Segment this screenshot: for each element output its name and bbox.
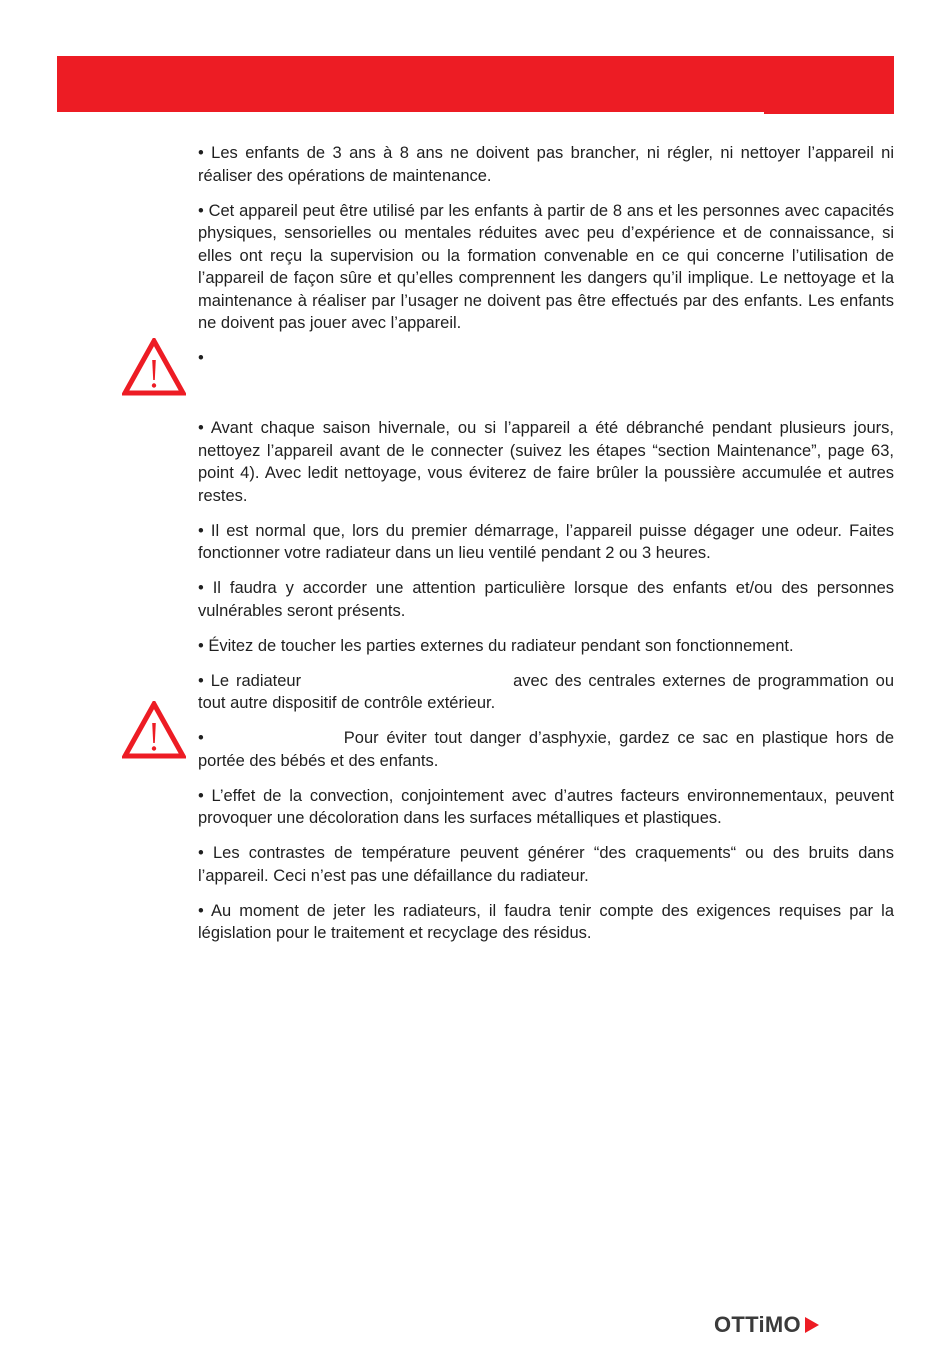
paragraph-cracking-noise: • Les contrastes de température peuvent générer “des craquements“ ou des bruits dans l’appareil. Ceci n’est pas une défaillance du radiateur.	[198, 844, 894, 885]
header-band	[57, 56, 894, 112]
paragraph-external-control	[198, 670, 894, 715]
paragraph-winter-cleaning: • Avant chaque saison hivernale, ou si l’appareil a été débranché pendant plusieurs jours, nettoyez l’appareil avant de le connecter (suivez les étapes “section Maintenance”, page 63, point 4). Avec ledit nettoyage, vous éviterez de faire brûler la poussière accumulée et autres restes.	[198, 419, 894, 505]
plastic-bullet: •	[198, 729, 204, 747]
paragraph-disposal: • Au moment de jeter les radiateurs, il faudra tenir compte des exigences requises par la législation pour le traitement et recyclage des résidus.	[198, 901, 894, 942]
paragraph-vulnerable-people: • Il faudra y accorder une attention particulière lorsque des enfants et/ou des personnes vulnérables seront présents.	[198, 579, 894, 620]
header-band-notch	[764, 110, 894, 114]
paragraph-convection: • L’effet de la convection, conjointement avec d’autres facteurs environnementaux, peuvent provoquer une décoloration dans les surfaces métalliques et plastiques.	[198, 786, 894, 827]
warning-triangle-icon	[122, 701, 186, 759]
paragraph-warning-bullet: •	[198, 349, 204, 367]
warning-triangle-icon	[122, 338, 186, 396]
paragraph-hot-surfaces: • Évitez de toucher les parties externes du radiateur pendant son fonctionnement.	[198, 636, 794, 655]
brand-name: OTTiMO	[714, 1312, 801, 1337]
safety-instructions	[198, 142, 894, 957]
paragraph-children-3-8: • Les enfants de 3 ans à 8 ans ne doivent pas brancher, ni régler, ni nettoyer l’appareil ni réaliser des opérations de maintenance.	[198, 144, 894, 185]
paragraph-first-start-odor: • Il est normal que, lors du premier démarrage, l’appareil puisse dégager une odeur. Faites fonctionner votre radiateur dans un lieu ventilé pendant 2 ou 3 heures.	[198, 521, 894, 562]
play-arrow-icon	[805, 1316, 819, 1334]
paragraph-children-supervision: • Cet appareil peut être utilisé par les enfants à partir de 8 ans et les personnes avec capacités physiques, sensorielles ou mentales réduites avec peu d’expérience et de connaissance, si elles ont reçu la supervision ou la formation convenable en ce qui concerne l’utilisation de l’appareil de façon sûre et qu’elles comprennent les dangers qu’il implique. Le nettoyage et la maintenance à réaliser par l’usager ne doivent pas être effectués par des enfants. Les enfants ne doivent pas jouer avec l’appareil.	[198, 201, 894, 332]
plastic-text: Pour éviter tout danger d’asphyxie, gardez ce sac en plastique hors de portée des bébés et des enfants.	[198, 729, 894, 770]
paragraph-plastic-bag	[198, 727, 894, 772]
radiator-text-end: avec des centrales externes de programmation ou tout autre dispositif de contrôle extérieur.	[198, 671, 895, 712]
radiator-text-start: • Le radiateur	[198, 671, 302, 690]
brand-logo	[714, 1312, 819, 1338]
